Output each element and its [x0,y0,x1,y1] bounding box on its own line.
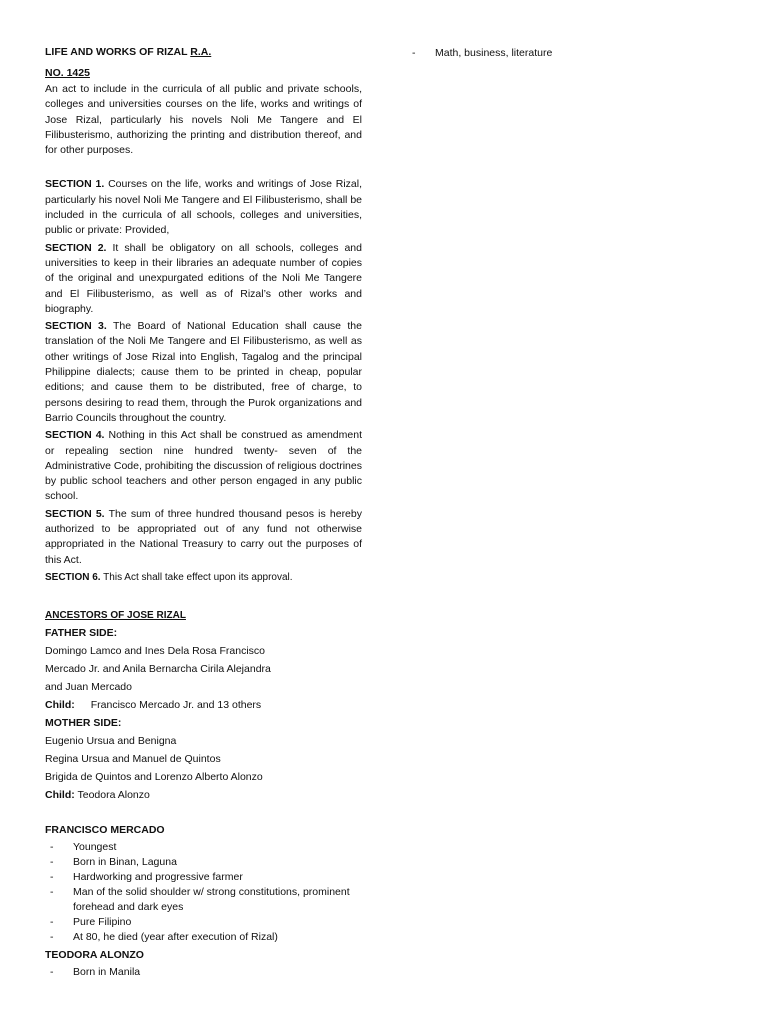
section-3 [45,319,362,426]
sections [45,177,362,584]
section-2 [45,241,362,317]
mother-side-label: MOTHER SIDE: [45,716,122,729]
intro-paragraph: An act to include in the curricula of all public and private schools, colleges and universities courses on the life, works and writings of Jose Rizal, particularly his novels Noli Me Tangere and El Filibusterismo, authorizing the printing and distribution thereof, and for other purposes. [45,83,362,157]
section-4 [45,428,362,504]
mother-line: Regina Ursua and Manuel de Quintos [45,752,221,765]
title-ra: R.A. [190,46,212,58]
section-label: SECTION 3. [45,320,107,333]
dash-bullet: - [50,870,54,883]
dash-bullet: - [50,965,54,978]
section-label: SECTION 6. [45,571,101,583]
child-label: Child: [45,698,75,711]
section-label: SECTION 4. [45,429,105,442]
father-child [45,696,362,714]
mother-line: Brigida de Quintos and Lorenzo Alberto Alonzo [45,770,263,783]
teodora-list [45,965,362,980]
title-text: LIFE AND WORKS OF RIZAL [45,46,188,58]
list-item: - Man of the solid shoulder w/ strong constitutions, prominent forehead and dark eyes [50,885,350,913]
section-label: SECTION 2. [45,241,107,254]
list-item: - Born in Binan, Laguna [50,855,177,868]
dash-bullet: - [50,885,54,898]
child-value: Francisco Mercado Jr. and 13 others [90,698,262,711]
section-text: Courses on the life, works and writings of Jose Rizal, particularly his novel Noli Me Tangere and El Filibusterismo, shall be included in the curricula of all schools, colleges and universities, public or private: Provided, [45,178,362,237]
law-number: NO. 1425 [45,67,90,79]
dash-bullet: - [50,915,54,928]
list-item: - Hardworking and progressive farmer [50,870,243,883]
father-line: Domingo Lamco and Ines Dela Rosa Francisco [45,644,266,657]
list-item: - Born in Manila [50,965,141,978]
list-item-text: Math, business, literature [435,47,553,59]
dash-bullet: - [50,930,54,943]
document-title [45,46,362,58]
teodora-heading: TEODORA ALONZO [45,948,144,961]
mother-line: Eugenio Ursua and Benigna [45,734,177,747]
section-5 [45,507,362,568]
left-column [45,46,362,980]
section-text: This Act shall take effect upon its approval. [100,571,293,583]
section-6 [45,570,362,585]
list-item: - Youngest [50,840,117,853]
dash-bullet: - [412,47,416,59]
dash-bullet: - [50,840,54,853]
section-text: Nothing in this Act shall be construed as amendment or repealing section nine hundred twenty- seven of the Administrative Code, prohibiting the discussion of religious doctrines by public school teachers and other person engaged in any public school. [45,429,362,503]
father-line: Mercado Jr. and Anila Bernarcha Cirila Alejandra [45,662,271,675]
dash-bullet: - [50,855,54,868]
child-value: Teodora Alonzo [74,788,150,801]
list-item [412,46,732,60]
mother-child [45,786,362,804]
section-text: The sum of three hundred thousand pesos is hereby authorized to be appropriated out of any fund not otherwise appropriated in the National Treasury to carry out the purposes of this Act. [45,507,362,566]
francisco-heading: FRANCISCO MERCADO [45,823,165,836]
section-label: SECTION 1. [45,178,105,191]
list-item: - Pure Filipino [50,915,132,928]
section-1 [45,177,362,238]
child-label: Child: [45,788,75,801]
ancestors-heading: ANCESTORS OF JOSE RIZAL [45,609,186,621]
section-text: The Board of National Education shall cause the translation of the Noli Me Tangere and El Filibusterismo, as well as other writings of Jose Rizal into English, Tagalog and the principal Philippine dialects; cause them to be printed in cheap, popular editions; and cause them to be distributed, free of charge, to persons desiring to read them, through the Purok organizations and Barrio Councils throughout the country. [45,320,362,424]
francisco-list [45,840,362,945]
section-label: SECTION 5. [45,507,105,520]
father-line: and Juan Mercado [45,680,132,693]
right-column [412,46,732,60]
father-side-label: FATHER SIDE: [45,626,118,639]
section-text: It shall be obligatory on all schools, colleges and universities to keep in their libraries an adequate number of copies of the original and unexpurgated editions of the Noli Me Tangere and El Filibusterismo, as well as of Rizal’s other works and biography. [45,241,362,315]
list-item: - At 80, he died (year after execution of Rizal) [50,930,278,943]
